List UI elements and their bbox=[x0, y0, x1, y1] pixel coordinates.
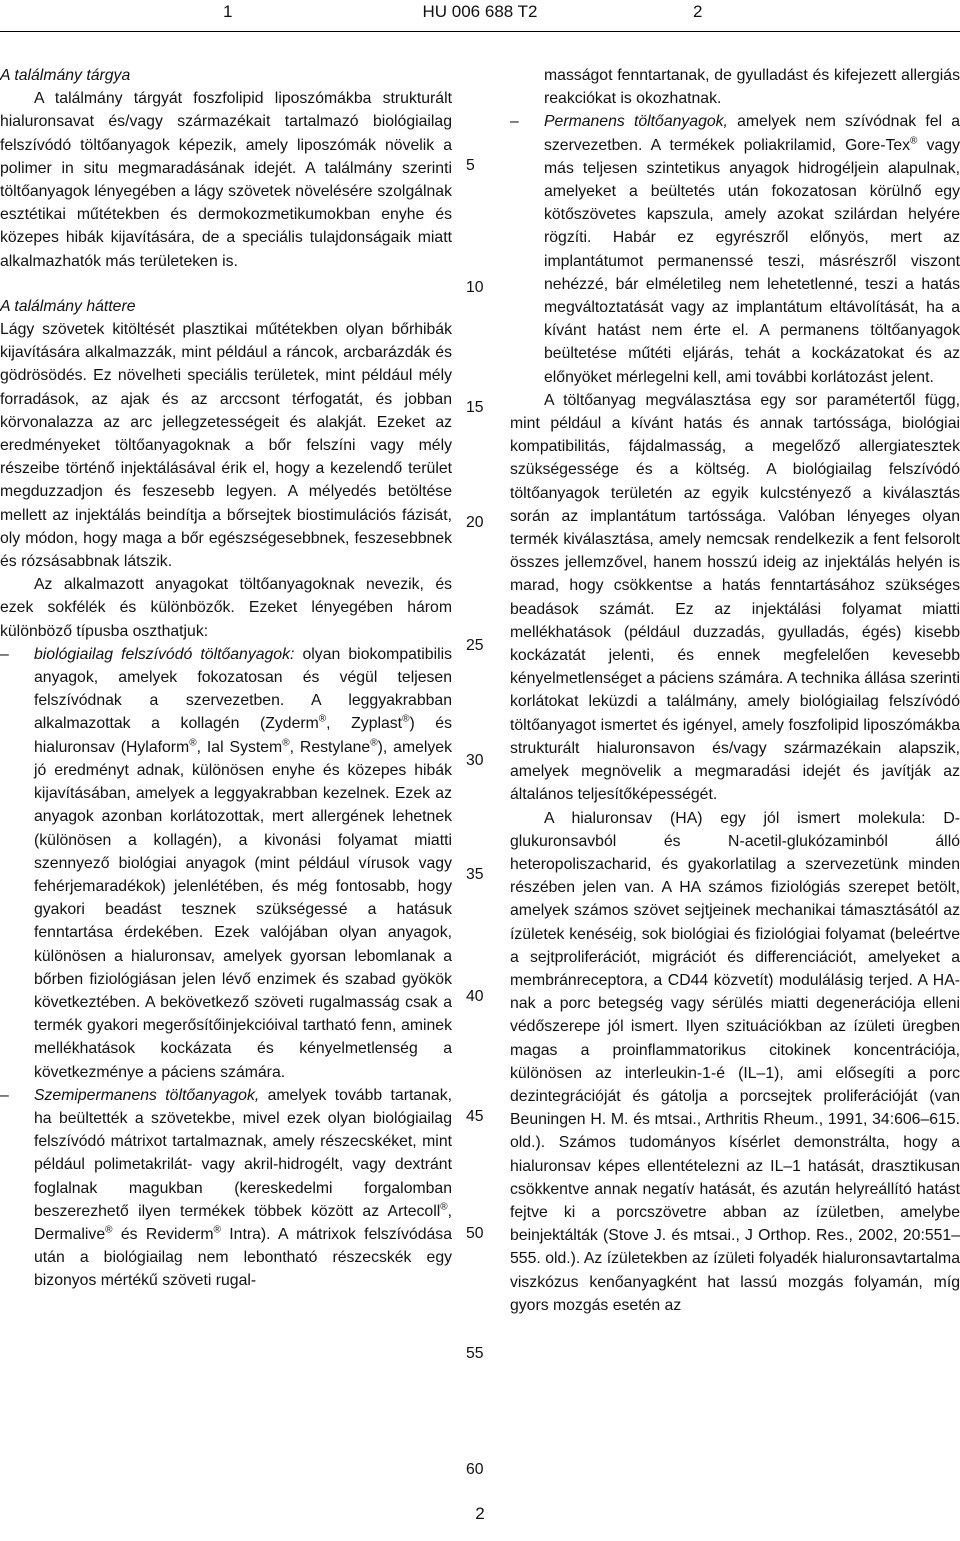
term-permanent: Permanens töltőanyagok, bbox=[544, 113, 728, 131]
registered-mark: ® bbox=[440, 1201, 448, 1213]
registered-mark: ® bbox=[370, 737, 378, 749]
left-column bbox=[0, 64, 452, 1293]
line-number: 60 bbox=[466, 1461, 484, 1478]
registered-mark: ® bbox=[282, 737, 290, 749]
line-number: 20 bbox=[466, 514, 484, 531]
list-item-continued: masságot fenntartanak, de gyulladást és kifejezett allergiás reakciókat is okozhatnak. bbox=[544, 67, 960, 108]
term-bioabsorbable: biológiailag felszívódó töltőanyagok: bbox=[34, 645, 295, 663]
section-heading-background: A találmány háttere bbox=[0, 297, 136, 315]
paragraph-filler-types: Az alkalmazott anyagokat töltőanyagoknak nevezik, és ezek sokfélék és különbözők. Ezeket lényegében három különböző típusba oszthatjuk: bbox=[0, 576, 452, 640]
line-number: 35 bbox=[466, 866, 484, 883]
term-semipermanent: Szemipermanens töltőanyagok, bbox=[34, 1086, 260, 1104]
paragraph-background: Lágy szövetek kitöltését plasztikai műtétekben olyan bőrhibák kijavítására alkalmazzák, mint például a ráncok, arcbarázdák és gödrösödés. Ez növelheti speciális területek, mint például mély forradások, az ajak és az arccsont térfogatát, és jobban körvonalazza az arc jellegzetességeit és alakját. Ezeket az eredményeket töltőanyagoknak a bőr felszíni vagy mély részeibe történő injektálásával érik el, hogy a kezelendő terület megduzzadjon és feszesebb legyen. A mélyedés betöltése mellett az injektálás beindítja a bőrsejtek biostimulációs fázisát, oly módon, hogy maga a bőr egészségesebbnek, feszesebbnek és rózsásabbnak látszik. bbox=[0, 321, 452, 571]
line-number: 25 bbox=[466, 637, 484, 654]
line-number: 30 bbox=[466, 752, 484, 769]
section-heading-subject: A találmány tárgya bbox=[0, 67, 131, 84]
page-header bbox=[0, 0, 960, 30]
list-dash: – bbox=[510, 113, 519, 131]
line-number: 40 bbox=[466, 988, 484, 1005]
header-left-page-number: 1 bbox=[223, 2, 233, 21]
list-dash: – bbox=[0, 645, 9, 663]
registered-mark: ® bbox=[910, 135, 918, 147]
line-number: 45 bbox=[466, 1108, 484, 1125]
line-number: 5 bbox=[466, 157, 475, 174]
registered-mark: ® bbox=[318, 714, 327, 726]
registered-mark: ® bbox=[105, 1224, 113, 1236]
line-number: 55 bbox=[466, 1345, 484, 1362]
list-dash: – bbox=[0, 1086, 9, 1104]
header-right-page-number: 2 bbox=[693, 2, 703, 21]
paragraph-subject: A találmány tárgyát foszfolipid liposzómákba strukturált hialuronsavat és/vagy származékait tartalmazó biológiailag felszívódó töltőanyagok képezik, amely liposzómák növelik a polimer in situ megmaradásának idejét. A találmány szerinti töltőanyagok lényegében a lágy szövetek növelésére szolgálnak esztétikai műtétekben és dermokozmetikumokban enyhe és közepes hibák kijavítására, de a speciális tulajdonságaik miatt alkalmazhatók más területeken is. bbox=[0, 90, 452, 270]
registered-mark: ® bbox=[402, 714, 410, 726]
registered-mark: ® bbox=[213, 1224, 221, 1236]
line-number: 15 bbox=[466, 399, 484, 416]
paragraph-filler-selection: A töltőanyag megválasztása egy sor paramétertől függ, mint például a kívánt hatás és annak tartóssága, biológiai kompatibilitás, fájdalmasság, a megelőző allergiatesztek szükségessége és a költség. A biológiailag felszívódó töltőanyagok területén az egyik kulcstényező a kiválasztás során az implantátum tartóssága. Valóban lényeges olyan termék kiválasztása, amely nemcsak rendelkezik a fent felsorolt összes jellemzővel, hanem hosszú ideig az injektálás helyén is marad, hogy csökkentse a hatás fenntartásához szükséges beadások számát. Ez az injektálási folyamat miatti mellékhatások (például duzzadás, gyulladás, égés) kisebb kockázatát jelenti, és ennek megfelelően kevesebb kényelmetlenséget a páciens számára. A technika állása szerinti korlátokat leküzdi a találmány, amely biológiailag felszívódó töltőanyagot ismertet és igényel, amely foszfolipid liposzómákba strukturált hialuronsavon és/vagy származékain alapszik, amelyek megnövelik a megmaradási idejét és javítják az általános teljesítőképességét. bbox=[510, 391, 960, 804]
line-number: 10 bbox=[466, 279, 484, 296]
list-item-semipermanent: – Szemipermanens töltőanyagok, amelyek tovább tartanak, ha beültették a szövetekbe, mivel ezek olyan biológiailag felszívódó mátrixot tartalmaznak, amely részecskéket, mint például polimetakrilát- vagy akril-hidrogélt, vagy dextránt foglalnak magukban (kereskedelmi forgalomban beszerezhető ilyen termékek többek között az Artecoll®, Dermalive® és Reviderm® Intra). A mátrixok felszívódása után a biológiailag nem lebontható részecskék egy bizonyos mértékű szöveti rugal- bbox=[0, 1084, 452, 1293]
list-item-bioabsorbable: – biológiailag felszívódó töltőanyagok: olyan biokompatibilis anyagok, amelyek fokozatosan és végül teljesen felszívódnak a szervezetben. A leggyakrabban alkalmazottak a kollagén (Zyderm®, Zyplast®) és hialuronsav (Hylaform®, Ial System®, Restylane®), amelyek jó eredményt adnak, különösen enyhe és közepes hibák kijavításában, amelyek a leggyakrabban kezelnek. Ezek az anyagok azonban korlátozottak, mert allergének lehetnek (különösen a kollagén), a kivonási folyamat miatti szennyező biológiai anyagok (mint például vírusok vagy fehérjemaradékok) jelenlétében, és még fontosabb, hogy gyakori beadást tesznek szükségessé a hatásuk fenntartása érdekében. Ezek valójában olyan anyagok, különösen a hialuronsav, amelyek gyorsan lebomlanak a bőrben fiziológiásan jelen lévő enzimek és szabad gyökök következtében. A bekövetkező szöveti rugalmasság csak a termék gyakori megerősítőinjekcióival tartható fenn, aminek mellékhatások kockázata és kényelmetlenség a következménye a páciens számára. bbox=[0, 643, 452, 1084]
right-column bbox=[510, 64, 960, 1317]
paragraph-hyaluronic-acid: A hialuronsav (HA) egy jól ismert molekula: D-glukuronsavból és N-acetil-glukózaminból álló heteropoliszacharid, és gyakorlatilag a szervezetünk minden részében jelen van. A HA számos fiziológiás szerepet betölt, amelyek számos szövet sejtjeinek mechanikai támasztásától az ízületek kenéséig, sok biológiai és fiziológiai folyamat (beleértve a sejtproliferációt, migrációt és differenciációt, amelyeket a membránreceptora, a CD44 közvetít) modulálásig terjed. A HA-nak a porc betegség vagy sérülés miatti degenerációja elleni védőszerepe jól ismert. Ilyen szituációkban az ízületi üregben magas a proinflammatorikus citokinek koncentrációja, különösen az interleukin-1-é (IL–1), ami elősegíti a porc dezintegrációját és gátolja a porcsejtek proliferációját (van Beuningen H. M. és mtsai., Arthritis Rheum., 1991, 34:606–615. old.). Számos tudományos kísérlet demonstrálta, hogy a hialuronsav képes ellentételezni az IL–1 hatását, drasztikusan csökkentve annak negatív hatását, és azután helyreállító hatást fejtve ki a porcszövetre abban az ízületben, amelybe beinjektálták (Stove J. és mtsai., J Orthop. Res., 2002, 20:551–555. old.). Az ízületekben az ízületi folyadék hialuronsavtartalma viszkózus kenőanyagként hat lassú mozgás folyamán, míg gyors mozgás esetén az bbox=[510, 809, 960, 1314]
list-item-permanent: – Permanens töltőanyagok, amelyek nem szívódnak fel a szervezetben. A termékek poliakrilamid, Gore-Tex® vagy más teljesen szintetikus anyagok hidrogéljein alapulnak, amelyeket a beültetés után fokozatosan körülnő egy kötőszövetes kapszula, amely azokat szilárdan helyére rögzíti. Habár ez egyrészről előnyös, mert az implantátumot permanenssé teszi, másrészről viszont nehézzé, bár elméletileg nem lehetetlenné, teszi a hatás megváltoztatását vagy az implantátum eltávolítását, ha a kívánt hatást nem érte el. A permanens töltőanyagok beültetése műtéti eljárás, tehát a kockázatokat és az előnyöket mérlegelni kell, ami további korlátozást jelent. bbox=[510, 110, 960, 388]
line-number: 50 bbox=[466, 1225, 484, 1242]
header-document-id: HU 006 688 T2 bbox=[422, 2, 538, 21]
header-rule bbox=[0, 31, 960, 32]
registered-mark: ® bbox=[189, 737, 197, 749]
page-number: 2 bbox=[475, 1504, 485, 1523]
